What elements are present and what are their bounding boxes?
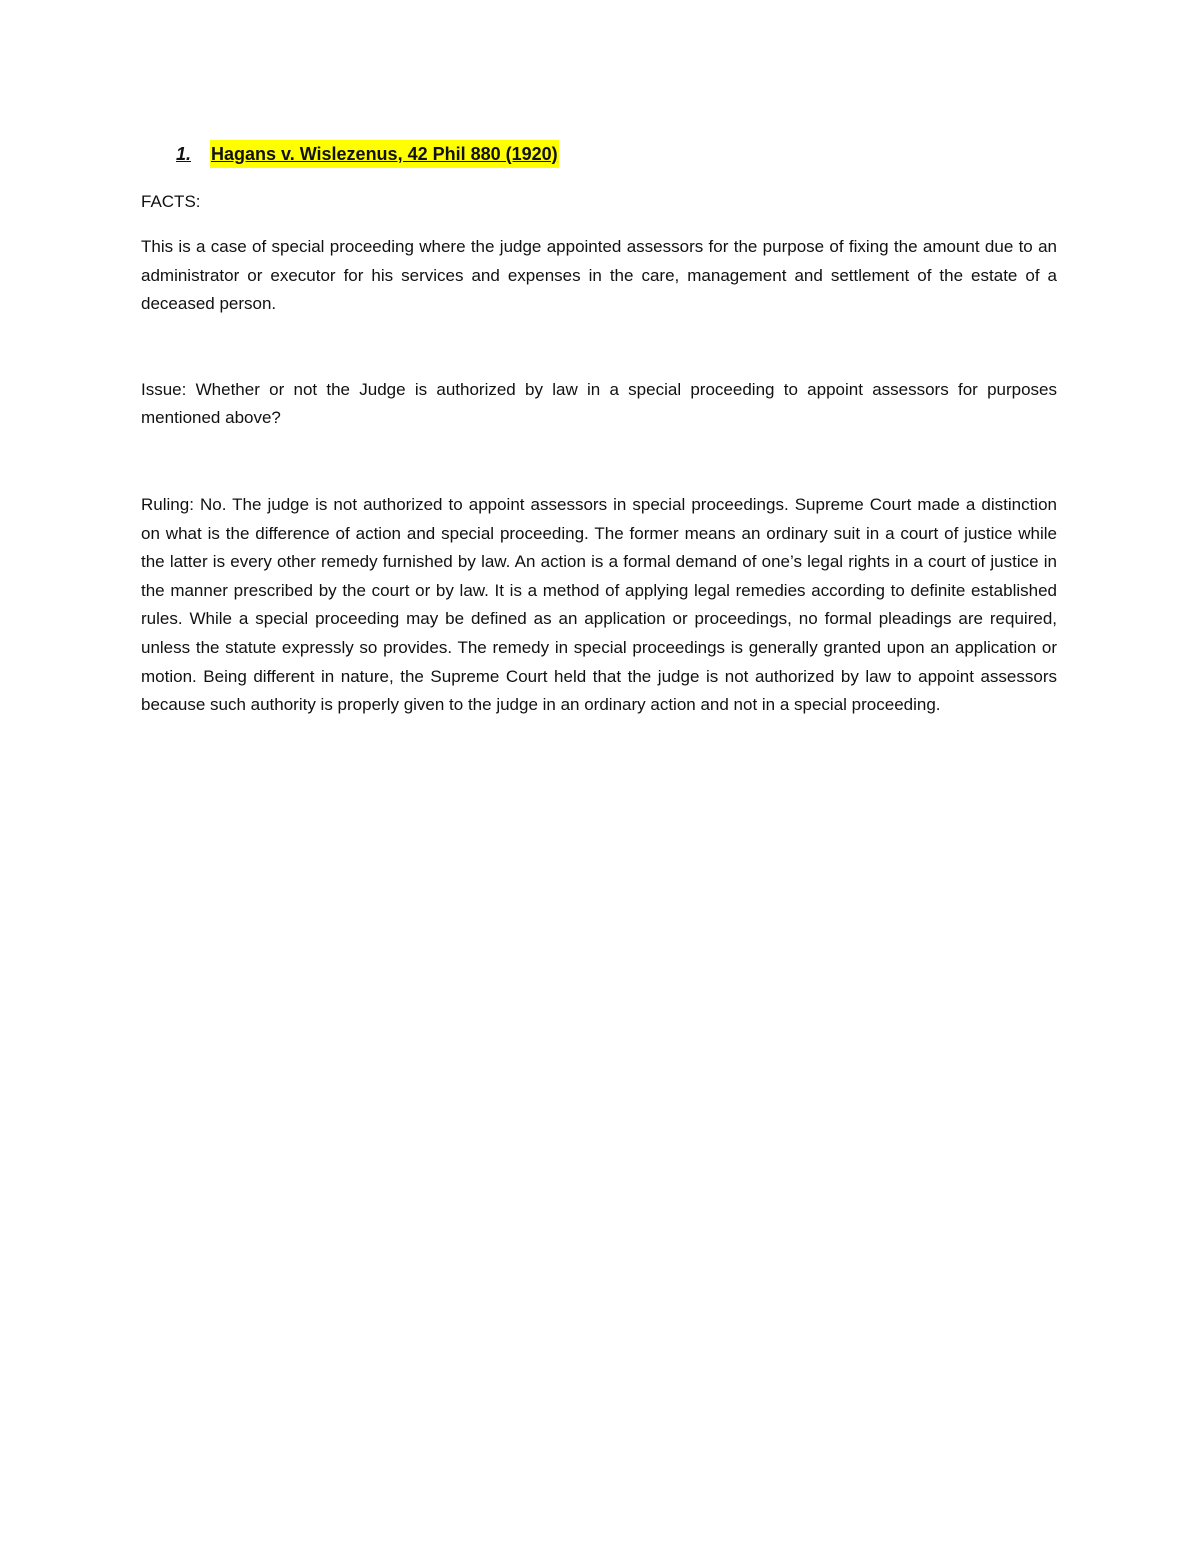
issue-text: Whether or not the Judge is authorized by law in a special proceeding to appoint assessors for purposes mentioned above? bbox=[141, 379, 1057, 428]
case-number: 1. bbox=[176, 144, 192, 164]
ruling-label: Ruling: bbox=[141, 494, 194, 514]
issue-label: Issue: bbox=[141, 379, 187, 399]
facts-text: This is a case of special proceeding where the judge appointed assessors for the purpose of fixing the amount due to an administrator or executor for his services and expenses in the care, management and settlement of the estate of a deceased person. bbox=[141, 237, 1057, 314]
case-title: Hagans v. Wislezenus, 42 Phil 880 (1920) bbox=[210, 140, 559, 168]
ruling-paragraph bbox=[141, 491, 1057, 720]
issue-paragraph bbox=[141, 376, 1057, 433]
document-content bbox=[141, 140, 1057, 720]
facts-label: FACTS: bbox=[141, 192, 201, 211]
case-heading bbox=[176, 140, 1057, 170]
ruling-text: No. The judge is not authorized to appoint assessors in special proceedings. Supreme Court made a distinction on what is the difference of action and special proceeding. The former means an ordinary suit in a court of justice while the latter is every other remedy furnished by law. An action is a formal demand of one’s legal rights in a court of justice in the manner prescribed by the court or by law. It is a method of applying legal remedies according to definite established rules. While a special proceeding may be defined as an application or proceedings, no formal pleadings are required, unless the statute expressly so provides. The remedy in special proceedings is generally granted upon an application or motion. Being different in nature, the Supreme Court held that the judge is not authorized by law to appoint assessors because such authority is properly given to the judge in an ordinary action and not in a special proceeding. bbox=[141, 494, 1057, 715]
